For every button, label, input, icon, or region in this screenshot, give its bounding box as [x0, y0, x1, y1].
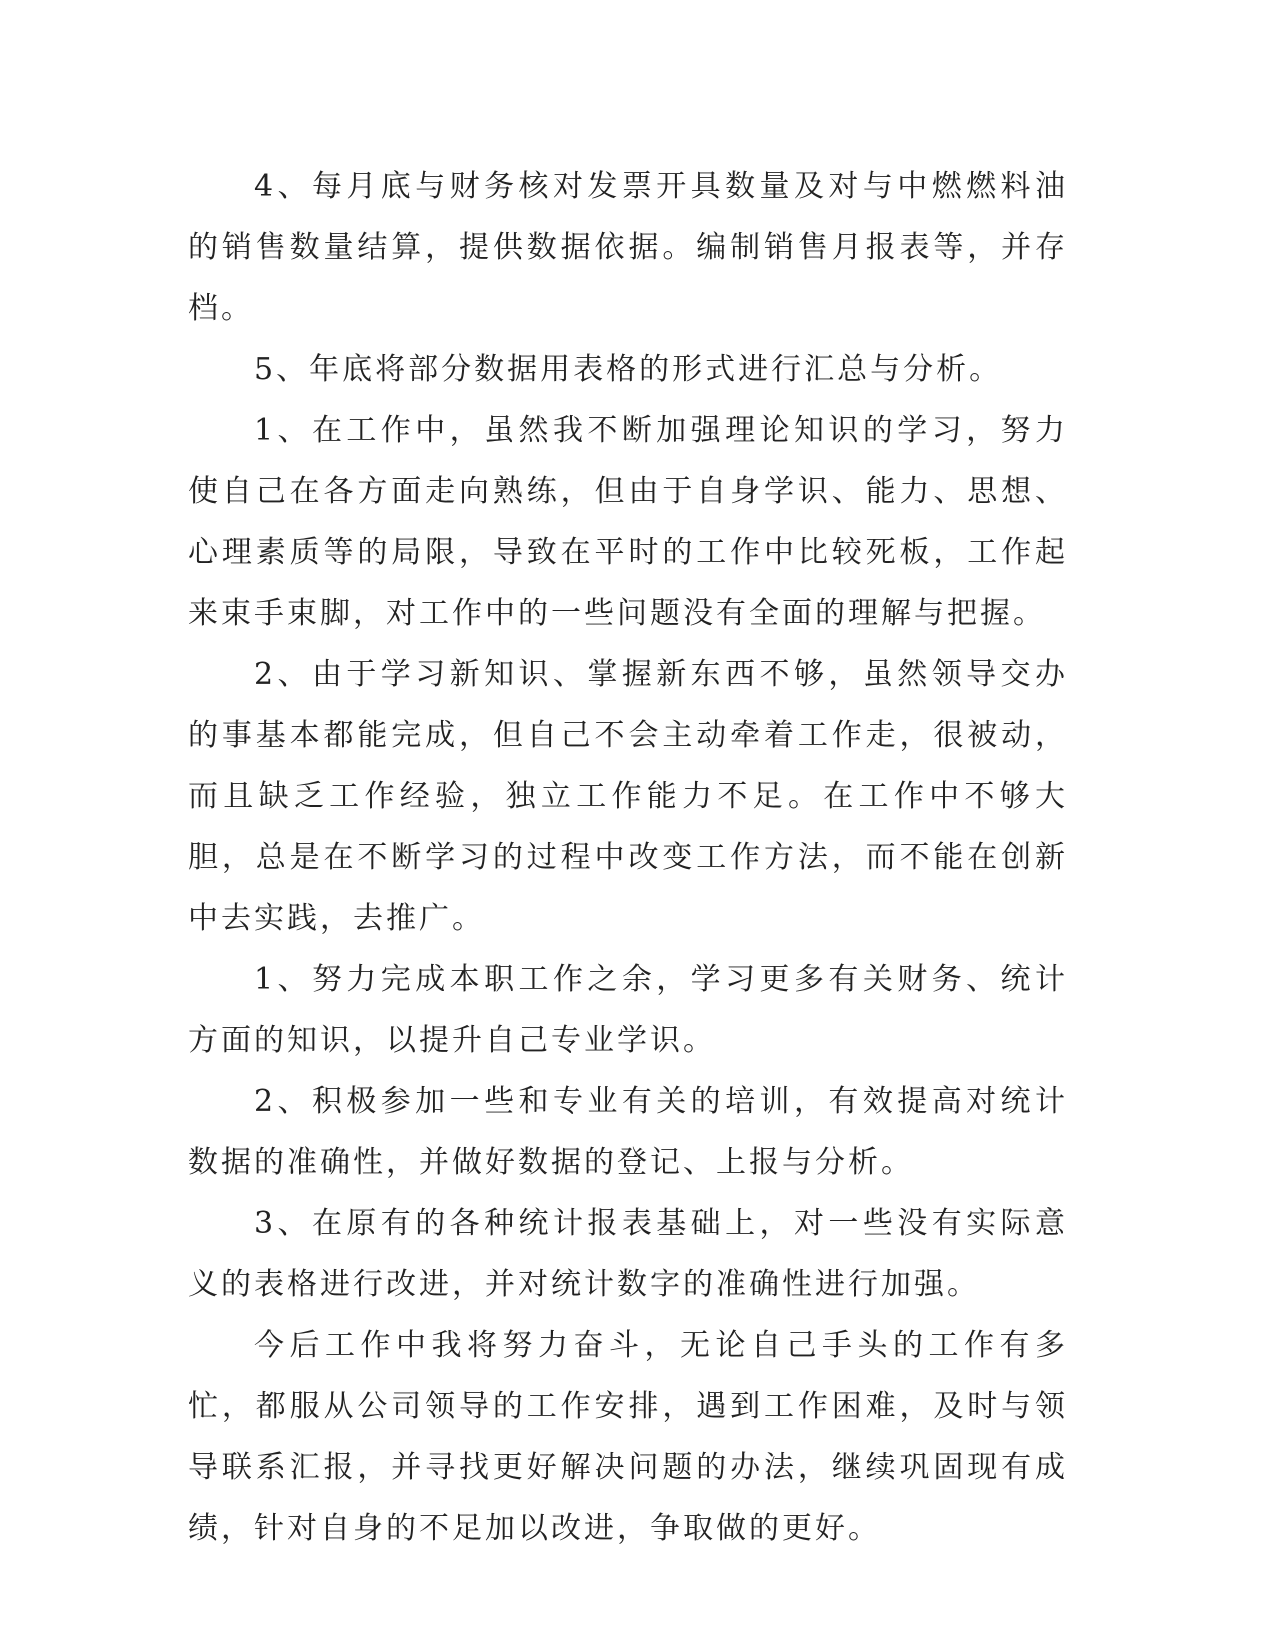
paragraph-conclusion: 今后工作中我将努力奋斗，无论自己手头的工作有多忙，都服从公司领导的工作安排，遇到工作困难，及时与领导联系汇报，并寻找更好解决问题的办法，继续巩固现有成绩，针对自身的不足加以改进，争取做的更好。 [188, 1328, 1068, 1546]
paragraph-shortcoming-1: 1、在工作中，虽然我不断加强理论知识的学习，努力使自己在各方面走向熟练，但由于自身学识、能力、思想、心理素质等的局限，导致在平时的工作中比较死板，工作起来束手束脚，对工作中的一些问题没有全面的理解与把握。 [188, 413, 1068, 631]
paragraph-plan-3: 3、在原有的各种统计报表基础上，对一些没有实际意义的表格进行改进，并对统计数字的准确性进行加强。 [188, 1206, 1068, 1302]
paragraph-invoice-reconciliation: 4、每月底与财务核对发票开具数量及对与中燃燃料油的销售数量结算，提供数据依据。编制销售月报表等，并存档。 [188, 169, 1068, 326]
paragraph-year-end-summary: 5、年底将部分数据用表格的形式进行汇总与分析。 [254, 352, 1003, 387]
paragraph-shortcoming-2: 2、由于学习新知识、掌握新东西不够，虽然领导交办的事基本都能完成，但自己不会主动牵着工作走，很被动，而且缺乏工作经验，独立工作能力不足。在工作中不够大胆，总是在不断学习的过程中改变工作方法，而不能在创新中去实践，去推广。 [188, 657, 1068, 936]
paragraph-plan-2: 2、积极参加一些和专业有关的培训，有效提高对统计数据的准确性，并做好数据的登记、上报与分析。 [188, 1084, 1068, 1180]
document-body [188, 156, 1068, 1559]
paragraph-plan-1: 1、努力完成本职工作之余，学习更多有关财务、统计方面的知识，以提升自己专业学识。 [188, 962, 1068, 1058]
